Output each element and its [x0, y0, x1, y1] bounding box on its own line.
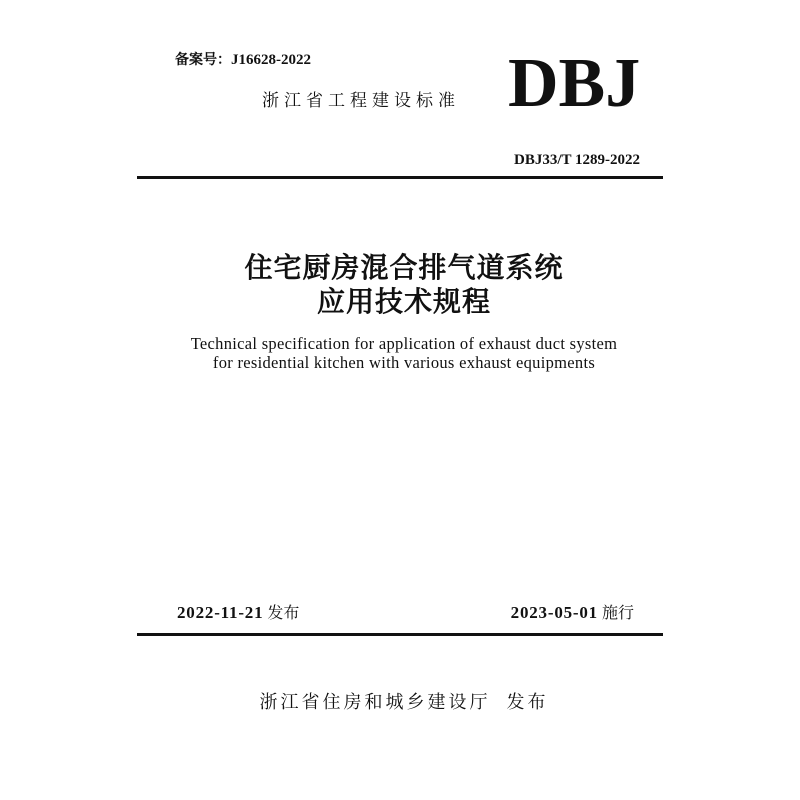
dbj-logo: DBJ [508, 45, 641, 122]
publisher-label: 发布 [506, 692, 549, 713]
header-divider [137, 176, 663, 179]
record-number-label: 备案号： [175, 52, 231, 68]
footer-divider [137, 633, 663, 636]
issue-date-value: 2022-11-21 [177, 603, 264, 622]
issue-date-label: 发布 [267, 603, 300, 622]
record-number-value: J16628-2022 [231, 52, 311, 68]
document-title-line2: 应用技术规程 [316, 285, 491, 318]
effective-date-label: 施行 [601, 603, 634, 622]
effective-date [511, 603, 634, 624]
issue-date [177, 603, 299, 624]
english-title-line1: Technical specification for application of exhaust duct system [190, 334, 618, 353]
english-title-line2: for residential kitchen with various exhaust equipments [212, 353, 596, 372]
publisher [4, 692, 800, 714]
publisher-name: 浙江省住房和城乡建设厅 [259, 692, 491, 713]
record-number [175, 51, 311, 69]
effective-date-value: 2023-05-01 [510, 603, 598, 622]
standard-type: 浙江省工程建设标准 [262, 91, 460, 111]
standard-code: DBJ33/T 1289-2022 [514, 152, 640, 168]
document-title-line1: 住宅厨房混合排气道系统 [244, 251, 564, 284]
